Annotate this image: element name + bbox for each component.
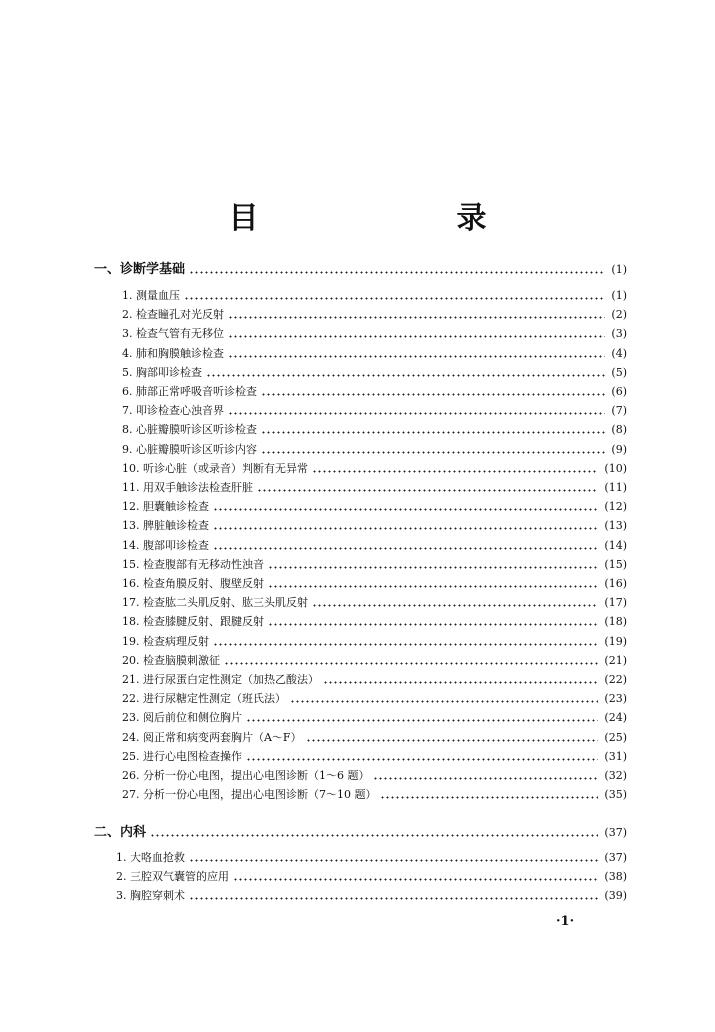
toc-entry-label: 19. 检查病理反射 — [122, 634, 209, 648]
toc-leader-dots — [228, 349, 605, 358]
toc-page-number: (12) — [604, 500, 627, 514]
toc-entry-label: 15. 检查腹部有无移动性浊音 — [122, 557, 264, 571]
toc-entry-label: 2. 检查瞳孔对光反射 — [122, 308, 224, 322]
toc-entry — [122, 423, 627, 437]
toc-section-heading — [94, 826, 627, 840]
toc-entry-label: 1. 大咯血抢救 — [116, 851, 185, 864]
toc-entry — [122, 462, 627, 476]
toc-entry — [122, 289, 627, 303]
toc-entry-label: 2. 三腔双气囊管的应用 — [116, 870, 229, 884]
toc-entry — [122, 539, 627, 553]
page-number: ·1· — [556, 914, 575, 929]
toc-entry-label: 26. 分析一份心电图，提出心电图诊断（1～6 题） — [122, 769, 370, 782]
toc-leader-dots — [246, 713, 598, 722]
toc-entry-label: 6. 肺部正常呼吸音听诊检查 — [122, 385, 257, 398]
toc-leader-dots — [306, 733, 599, 742]
toc-entry — [116, 870, 627, 884]
toc-page-number: (19) — [604, 634, 627, 648]
toc-page-number: (7) — [611, 404, 627, 418]
toc-entry — [122, 327, 627, 341]
toc-leader-dots — [246, 752, 598, 761]
toc-leader-dots — [228, 310, 605, 319]
toc-page-number: (1) — [611, 263, 627, 276]
toc-page-number: (8) — [611, 423, 627, 437]
toc-leader-dots — [213, 541, 598, 550]
toc-entry — [122, 308, 627, 322]
toc-entry-label: 24. 阅正常和病变两套胸片（A～F） — [122, 730, 302, 744]
toc-entry-label: 1. 测量血压 — [122, 289, 180, 302]
toc-leader-dots — [268, 560, 598, 569]
toc-page-number: (2) — [611, 308, 627, 322]
toc-page-number: (24) — [604, 711, 627, 725]
toc-leader-dots — [312, 464, 598, 473]
toc-entry — [122, 385, 627, 399]
toc-section-label: 二、内科 — [94, 825, 147, 840]
toc-entry — [122, 731, 627, 745]
toc-leader-dots — [189, 891, 598, 900]
toc-entry — [122, 711, 627, 725]
toc-entry-label: 16. 检查角膜反射、腹壁反射 — [122, 577, 264, 590]
toc-page-number: (1) — [611, 289, 627, 302]
toc-entry — [122, 673, 627, 687]
toc-entry — [116, 851, 627, 865]
toc-page-number: (16) — [604, 577, 627, 590]
page-title: 目 录 — [228, 201, 533, 236]
toc-leader-dots — [380, 790, 598, 799]
toc-page-number: (13) — [604, 519, 627, 533]
toc-page-number: (5) — [611, 365, 627, 379]
toc-entry-label: 25. 进行心电图检查操作 — [122, 749, 242, 763]
toc-page-number: (37) — [604, 826, 627, 839]
toc-leader-dots — [206, 368, 605, 377]
toc-leader-dots — [228, 329, 605, 338]
toc-entry-label: 7. 叩诊检查心浊音界 — [122, 404, 224, 418]
toc-leader-dots — [184, 291, 605, 300]
toc-page-number: (17) — [604, 596, 627, 610]
toc-page-number: (32) — [604, 769, 627, 782]
toc-entry-label: 22. 进行尿糖定性测定（班氏法） — [122, 692, 286, 706]
toc-page-number: (35) — [604, 788, 627, 802]
toc-leader-dots — [257, 483, 598, 492]
toc-entry-label: 9. 心脏瓣膜听诊区听诊内容 — [122, 442, 257, 456]
toc-entry — [122, 481, 627, 495]
toc-entry-label: 8. 心脏瓣膜听诊区听诊检查 — [122, 423, 257, 437]
toc-page-number: (21) — [604, 653, 627, 667]
toc-page-number: (11) — [604, 481, 627, 494]
toc-page-number: (6) — [611, 385, 627, 398]
toc-leader-dots — [189, 853, 598, 862]
toc-entry-label: 18. 检查膝腱反射、跟腱反射 — [122, 615, 264, 629]
toc-leader-dots — [261, 445, 605, 454]
toc-entry — [122, 577, 627, 591]
toc-page-number: (3) — [611, 327, 627, 341]
toc-page-number: (4) — [611, 346, 627, 360]
toc-entry-label: 11. 用双手触诊法检查肝脏 — [122, 481, 253, 494]
toc-entry — [122, 654, 627, 668]
toc-entry — [122, 615, 627, 629]
toc-page-number: (31) — [604, 749, 627, 763]
toc-entry — [122, 692, 627, 706]
toc-entry-label: 10. 听诊心脏（或录音）判断有无异常 — [122, 461, 308, 475]
toc-leader-dots — [268, 617, 598, 626]
toc-page-number: (14) — [604, 538, 627, 552]
toc-leader-dots — [150, 828, 598, 837]
toc-page-number: (39) — [604, 889, 627, 903]
toc-leader-dots — [213, 637, 598, 646]
toc-entry-label: 20. 检查脑膜刺激征 — [122, 653, 220, 667]
toc-entry-label: 23. 阅后前位和侧位胸片 — [122, 711, 242, 725]
toc-leader-dots — [323, 675, 598, 684]
toc-entry-label: 17. 检查肱二头肌反射、肱三头肌反射 — [122, 596, 308, 610]
toc-entry-label: 13. 脾脏触诊检查 — [122, 519, 209, 533]
toc-entry-label: 3. 检查气管有无移位 — [122, 327, 224, 341]
toc-leader-dots — [189, 265, 605, 274]
toc-entry-label: 12. 胆囊触诊检查 — [122, 500, 209, 514]
toc-entry-label: 4. 肺和胸膜触诊检查 — [122, 346, 224, 360]
toc-section-label: 一、诊断学基础 — [94, 262, 186, 277]
toc-leader-dots — [268, 579, 598, 588]
toc-entry — [116, 889, 627, 903]
toc-entry-label: 5. 胸部叩诊检查 — [122, 365, 202, 379]
toc-leader-dots — [290, 694, 598, 703]
toc-entry-label: 14. 腹部叩诊检查 — [122, 538, 209, 552]
toc-entry — [122, 500, 627, 514]
toc-page-number: (38) — [604, 870, 627, 884]
toc-entry-label: 21. 进行尿蛋白定性测定（加热乙酸法） — [122, 673, 319, 686]
toc-section-heading — [94, 263, 627, 277]
toc-page-number: (18) — [604, 615, 627, 629]
toc-page-number: (9) — [611, 442, 627, 456]
toc-page-number: (10) — [604, 461, 627, 475]
toc-entry — [122, 366, 627, 380]
toc-entry-label: 27. 分析一份心电图，提出心电图诊断（7～10 题） — [122, 788, 377, 802]
toc-page-number: (37) — [604, 851, 627, 864]
toc-entry — [122, 750, 627, 764]
toc-leader-dots — [228, 406, 605, 415]
toc-leader-dots — [224, 656, 598, 665]
toc-leader-dots — [213, 521, 598, 530]
toc-entry — [122, 347, 627, 361]
toc-entry — [122, 769, 627, 783]
toc-entry — [122, 635, 627, 649]
toc-leader-dots — [233, 872, 598, 881]
toc-page-number: (25) — [604, 730, 627, 744]
toc-leader-dots — [373, 771, 598, 780]
toc-entry — [122, 558, 627, 572]
toc-entry — [122, 519, 627, 533]
toc-leader-dots — [312, 598, 598, 607]
toc-leader-dots — [261, 387, 605, 396]
toc-leader-dots — [261, 425, 605, 434]
toc-entry — [122, 404, 627, 418]
toc-entry-label: 3. 胸腔穿刺术 — [116, 889, 185, 903]
toc-page-number: (23) — [604, 692, 627, 706]
toc-entry — [122, 596, 627, 610]
toc-page-number: (22) — [604, 673, 627, 686]
toc-leader-dots — [213, 502, 598, 511]
toc-entry — [122, 443, 627, 457]
toc-entry — [122, 788, 627, 802]
toc-page-number: (15) — [604, 557, 627, 571]
